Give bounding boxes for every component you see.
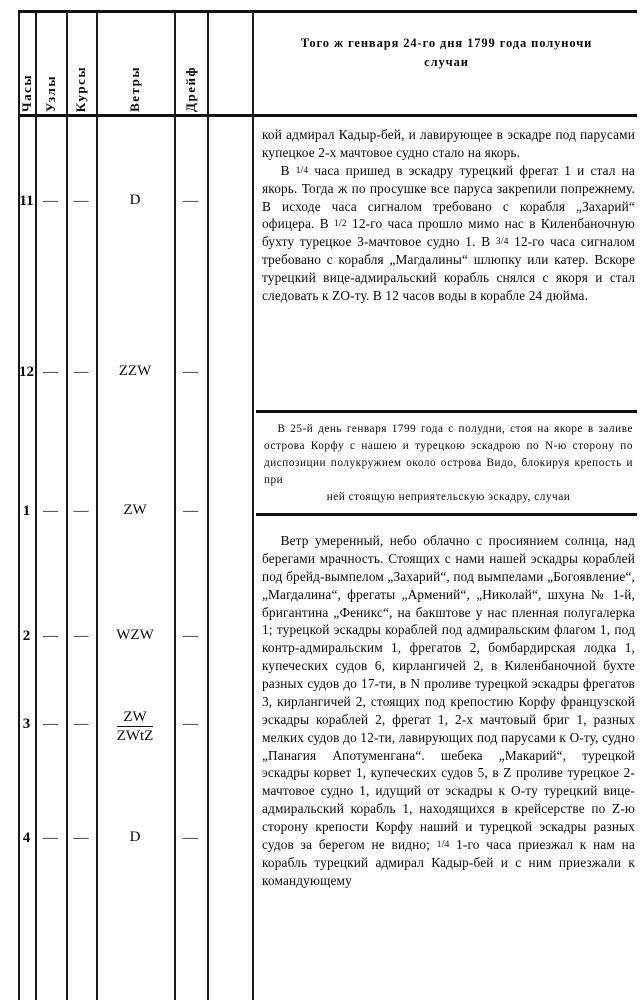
narrative-top-p2-part4: 12-го часа сигналом требовано с корабля „Магдалины“ шлюпку или катер. Вскоре турецкий вице-адмиральский корабль снялся с якоря и стал следовать к ZO-ту. В 12 часов воды в корабле 24 дюйма. xyxy=(262,234,636,303)
column-rule-drift xyxy=(207,13,209,1000)
fraction-num: 1 xyxy=(436,839,442,850)
column-header-winds-label: Ветры xyxy=(127,66,142,112)
table-row: 12 xyxy=(19,364,34,380)
narrative-bottom xyxy=(262,532,635,890)
inset-top-rule xyxy=(256,410,637,413)
cell-courses-12: — xyxy=(73,364,89,380)
table-row: 11 xyxy=(19,193,34,209)
cell-drift-3: — xyxy=(183,716,198,732)
cell-winds-2: WZW xyxy=(116,627,154,643)
table-header-rule xyxy=(18,114,637,117)
winds-fraction xyxy=(117,709,154,746)
fraction-one-half: 1/2 xyxy=(334,218,347,230)
cell-drift-12: — xyxy=(183,364,198,380)
narrative-column-header-line1: Того ж генваря 24-го дня 1799 года полуночи xyxy=(300,36,593,50)
fraction-den: 4 xyxy=(303,165,309,176)
cell-drift-1: — xyxy=(183,503,198,519)
narrative-top-paragraph-1: кой адмирал Кадыр-бей, и лавирующее в эскадре под парусами купецкое 2-х мачтовое судно стало на якорь. xyxy=(262,127,635,160)
cell-winds-12: ZZW xyxy=(118,363,152,379)
cell-drift-2: — xyxy=(183,628,198,644)
cell-drift-4: — xyxy=(183,830,198,846)
narrative-bottom-paragraph xyxy=(262,532,635,890)
cell-winds-3 xyxy=(96,709,174,746)
fraction-num: 1 xyxy=(295,165,301,176)
cell-winds-1: ZW xyxy=(123,502,147,518)
cell-courses-4: — xyxy=(73,830,89,846)
narrative-bottom-part2: 1-го часа приезжал к нам на корабль турецкий адмирал Кадыр-бей и с ним приезжали к командующему xyxy=(262,836,635,888)
table-row: 1 xyxy=(22,503,31,519)
column-header-knots xyxy=(35,16,66,112)
narrative-bottom-part1: Ветр умеренный, небо облачно с просиянием солнца, над берегами мрачность. Стоящих с нами нашей эскадры кораблей под брейд-вымпелом „Захарий“, под вымпелами „Богоявление“, „Магдалина“, фрегаты „Армений“, „Николай“, шхуна № 1-й, бригантина „Феникс“, на бакштове у нас пленная полугалерка 1; турецкой эскадры кораблей под адмиральским флагом 1, под контр-адмиральским 1, фрегатов 2, бомбардирская лодка 1, купеческих судов 6, кирлангичей 2, в Киленбаночной бухте разных судов до 17-ти, в N проливе турецкой эскадры фрегатов 3, кирлангичей 2, стоящих под крепостию Корфу французской эскадры кораблей 2, фрегат 1, 2-х мачтовый бриг 1, разных мелких судов до 12-ти, лавирующих под парусами к О-ту, судно „Панагия Апотуменгана“. шебека „Макарий“, турецкой эскадры корвет 1, купеческих судов 5, в Z проливе турецкое 2-мачтовое судно 1, идущий от эскадры к О-ту турецкий вице-адмиральский корабль 1, находящихся в крейсерстве по Z-ю сторону крепости Корфу наший и турецкой эскадры разных судов за берегом не видно; xyxy=(262,533,635,852)
cell-winds-4: D xyxy=(129,829,141,845)
cell-courses-2: — xyxy=(73,628,89,644)
column-header-hours xyxy=(18,16,35,112)
fraction-one-quarter: 1/4 xyxy=(436,838,450,850)
column-header-courses-label: Курсы xyxy=(73,65,88,112)
winds-fraction-denominator: ZWtZ xyxy=(116,728,154,745)
fraction-den: 4 xyxy=(444,839,450,850)
cell-winds-11: D xyxy=(129,192,141,208)
cell-knots-1: — xyxy=(43,503,58,519)
narrative-top-paragraph-2 xyxy=(262,162,635,305)
narrative-column-header-line2: случаи xyxy=(424,55,469,70)
table-top-rule xyxy=(18,10,637,13)
narrative-top-p2-part1: В xyxy=(280,162,296,178)
narrative-top-p2-part2: часа пришед в эскадру турецкий фрегат 1 и стал на якорь. Тогда ж по просушке все паруса закрепили попрежнему. В исходе часа сигналом требовано с корабля „Захарий“ офицера. В xyxy=(262,162,635,232)
winds-fraction-numerator: ZW xyxy=(123,709,147,725)
table-row: 3 xyxy=(22,716,31,732)
column-header-knots-label: Узлы xyxy=(42,74,58,112)
inset-note-text: В 25-й день генваря 1799 года с полудни, стоя на якоре в заливе острова Корфу с нашею и турецкою эскадрою по N-ю сторону по диспозиции полукружием около острова Видо, блокируя крепость и при xyxy=(264,423,633,487)
inset-note-body xyxy=(256,421,637,506)
column-header-drift-label: Дрейф xyxy=(182,66,198,112)
cell-courses-3: — xyxy=(73,716,89,732)
column-rule-narrative xyxy=(252,13,254,1000)
narrative-top-p2-part3: 12-го часа прошло мимо нас в Киленбаночную бухту турецкое 3-мачтовое судно 1. В xyxy=(262,216,635,250)
narrative-column-header xyxy=(262,34,631,73)
narrative-top xyxy=(262,126,635,305)
column-header-drift xyxy=(174,16,207,112)
cell-courses-11: — xyxy=(73,193,89,209)
fraction-num: 1 xyxy=(334,219,339,230)
cell-knots-3: — xyxy=(43,716,58,732)
fraction-num: 3 xyxy=(495,237,501,248)
fraction-den: 2 xyxy=(341,219,347,230)
cell-knots-2: — xyxy=(43,628,58,644)
inset-note xyxy=(256,410,637,516)
cell-knots-11: — xyxy=(43,193,58,209)
fraction-one-quarter: 1/4 xyxy=(295,164,309,176)
cell-courses-1: — xyxy=(73,503,89,519)
inset-note-last-line: ней стоящую неприятельскую эскадру, случаи xyxy=(326,491,571,504)
fraction-den: 4 xyxy=(503,237,509,248)
cell-drift-11: — xyxy=(183,193,198,209)
column-header-courses xyxy=(66,16,96,112)
cell-knots-4: — xyxy=(43,830,58,846)
column-header-winds xyxy=(96,16,174,112)
column-header-hours-label: Часы xyxy=(18,74,34,112)
table-row: 2 xyxy=(22,628,31,644)
table-row: 4 xyxy=(22,830,31,846)
fraction-three-quarters: 3/4 xyxy=(495,236,509,248)
cell-knots-12: — xyxy=(43,364,58,380)
inset-bottom-rule xyxy=(256,513,637,516)
